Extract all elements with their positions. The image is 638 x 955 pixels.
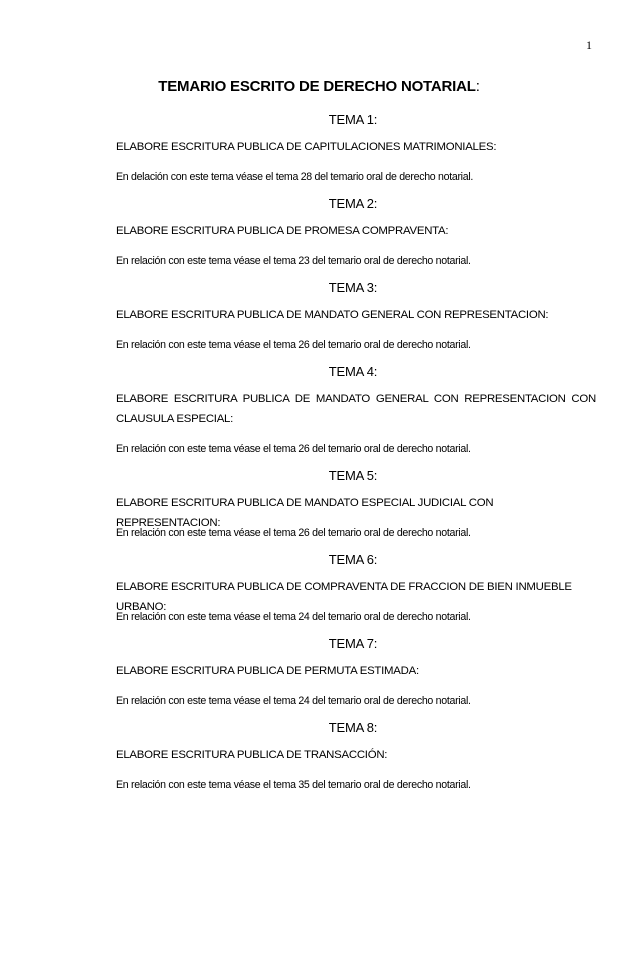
page-number: 1 bbox=[586, 38, 592, 52]
tema-4-heading: TEMA 4: bbox=[328, 364, 378, 379]
tema-2-note: En relación con este tema véase el tema 23 del temario oral de derecho notarial. bbox=[116, 255, 471, 267]
tema-3-note: En relación con este tema véase el tema 26 del temario oral de derecho notarial. bbox=[116, 339, 471, 351]
document-title-colon: : bbox=[475, 78, 480, 95]
tema-8-heading: TEMA 8: bbox=[328, 720, 378, 735]
tema-5-heading: TEMA 5: bbox=[328, 468, 378, 483]
tema-5-statement: ELABORE ESCRITURA PUBLICA DE MANDATO ESPECIAL JUDICIAL CON REPRESENTACION: bbox=[116, 497, 494, 529]
tema-1-note: En delación con este tema véase el tema 28 del temario oral de derecho notarial. bbox=[116, 171, 474, 183]
tema-5-note: En relación con este tema véase el tema 26 del temario oral de derecho notarial. bbox=[116, 527, 471, 539]
tema-6-note: En relación con este tema véase el tema 24 del temario oral de derecho notarial. bbox=[116, 611, 471, 623]
document-title-text: TEMARIO ESCRITO DE DERECHO NOTARIAL bbox=[158, 78, 476, 95]
tema-7-note: En relación con este tema véase el tema 24 del temario oral de derecho notarial. bbox=[116, 695, 471, 707]
tema-3-heading: TEMA 3: bbox=[328, 280, 378, 295]
tema-2-heading: TEMA 2: bbox=[328, 196, 378, 211]
tema-3-statement: ELABORE ESCRITURA PUBLICA DE MANDATO GENERAL CON REPRESENTACION: bbox=[116, 309, 549, 321]
tema-6-statement: ELABORE ESCRITURA PUBLICA DE COMPRAVENTA DE FRACCION DE BIEN INMUEBLE URBANO: bbox=[116, 581, 572, 613]
document-title bbox=[0, 78, 638, 95]
tema-6-heading: TEMA 6: bbox=[328, 552, 378, 567]
tema-1-statement: ELABORE ESCRITURA PUBLICA DE CAPITULACIONES MATRIMONIALES: bbox=[116, 141, 497, 153]
tema-7-heading: TEMA 7: bbox=[328, 636, 378, 651]
tema-2-statement: ELABORE ESCRITURA PUBLICA DE PROMESA COMPRAVENTA: bbox=[116, 225, 449, 237]
tema-1-heading: TEMA 1: bbox=[328, 112, 378, 127]
tema-7-statement: ELABORE ESCRITURA PUBLICA DE PERMUTA ESTIMADA: bbox=[116, 665, 419, 677]
tema-8-statement: ELABORE ESCRITURA PUBLICA DE TRANSACCIÓN: bbox=[116, 749, 388, 761]
tema-4-note: En relación con este tema véase el tema 26 del temario oral de derecho notarial. bbox=[116, 443, 471, 455]
tema-4-statement: ELABORE ESCRITURA PUBLICA DE MANDATO GENERAL CON REPRESENTACION CON CLAUSULA ESPECIAL: bbox=[116, 393, 596, 425]
tema-8-note: En relación con este tema véase el tema 35 del temario oral de derecho notarial. bbox=[116, 779, 471, 791]
